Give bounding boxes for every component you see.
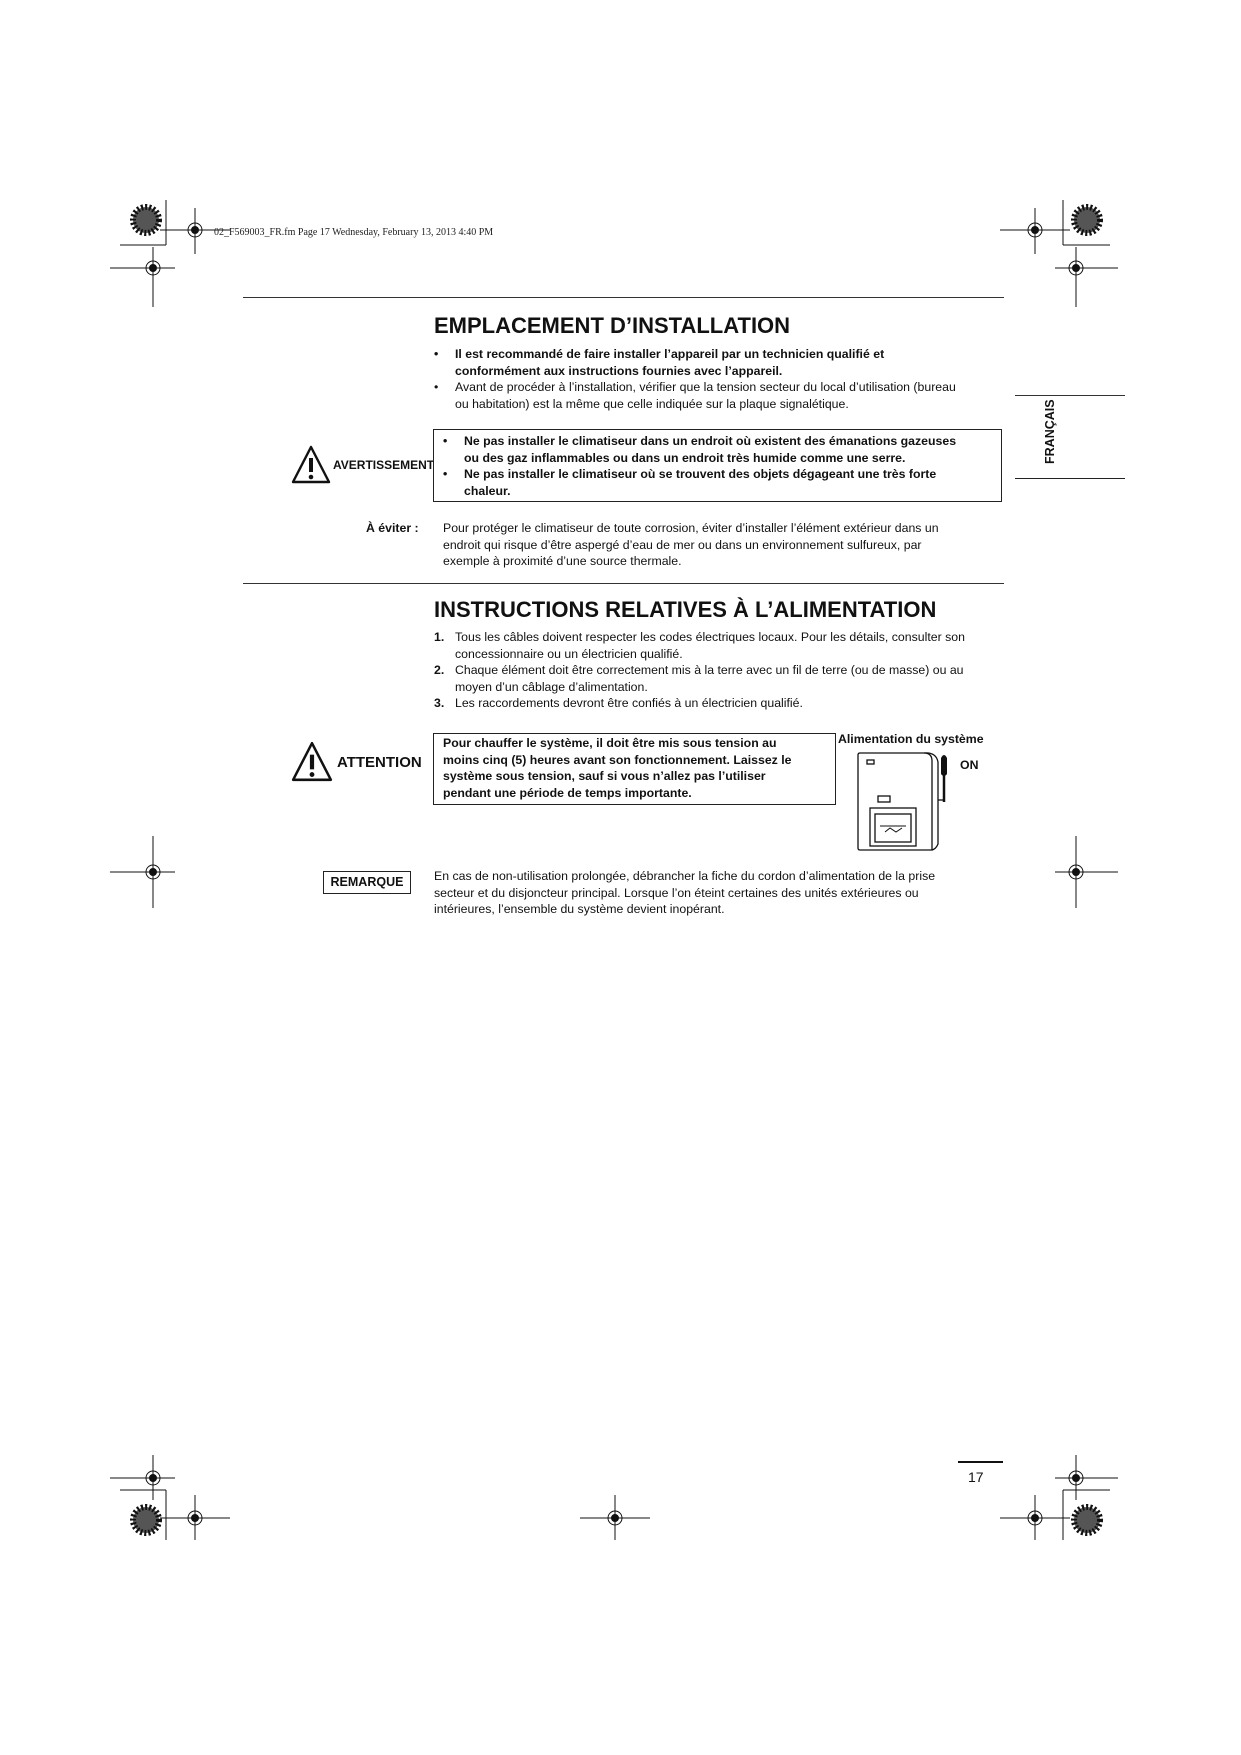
item-line: concessionnaire ou un électricien qualifié. [455,646,683,661]
note-badge: REMARQUE [323,871,411,894]
warning-line: Ne pas installer le climatiseur où se trouvent des objets dégageant une très forte [464,467,937,481]
page-number-rule [958,1461,1003,1463]
avoid-label: À éviter : [366,521,419,535]
warning-triangle-icon [290,444,332,486]
figure-title: Alimentation du système [838,732,984,746]
bullet: • [434,347,439,361]
bullet: • [443,434,448,448]
list-item [434,695,1004,712]
item-line: Avant de procéder à l’installation, vérifier que la tension secteur du local d’utilisation (bureau [455,380,956,394]
language-tab [1015,395,1125,479]
item-line: Les raccordements devront être confiés à un électricien qualifié. [455,696,803,710]
caution-callout [290,740,430,786]
bullet: • [443,467,448,481]
caution-line: moins cinq (5) heures avant son fonctionnement. Laissez le [443,752,792,767]
item-line: conformément aux instructions fournies avec l’appareil. [455,363,783,378]
language-tab-label: FRANÇAIS [1043,399,1057,464]
note-line: En cas de non-utilisation prolongée, débrancher la fiche du cordon d’alimentation de la prise [434,869,936,883]
item-line: moyen d’un câblage d’alimentation. [455,679,648,694]
warning-line: Ne pas installer le climatiseur dans un endroit où existent des émanations gazeuses [464,434,957,448]
item-number: 2. [434,663,445,677]
avoid-line: exemple à proximité d’une source thermale. [443,554,682,568]
warning-callout [290,442,435,487]
warning-line: chaleur. [464,483,511,498]
note-line: secteur et du disjoncteur principal. Lorsque l’on éteint certaines des unités extérieures ou [434,885,919,900]
section-divider [243,297,1004,298]
note-text [434,868,1004,918]
avoid-text [443,520,1003,570]
caution-line: Pour chauffer le système, il doit être mis sous tension au [443,736,777,750]
section-title-power: INSTRUCTIONS RELATIVES À L’ALIMENTATION [434,597,937,622]
bullet: • [434,380,439,394]
avoid-line: endroit qui risque d’être aspergé d’eau de mer ou dans un environnement sulfureux, par [443,537,922,552]
warning-line: ou des gaz inflammables ou dans un endroit très humide comme une serre. [464,450,906,465]
numbered-list [434,629,1004,712]
warning-box [433,429,1002,502]
list-item [434,662,1004,695]
note-line: intérieures, l’ensemble du système devient inopérant. [434,902,725,916]
section-divider [243,583,1004,584]
caution-line: système sous tension, sauf si vous n’allez pas l’utiliser [443,769,766,783]
item-line: Tous les câbles doivent respecter les codes électriques locaux. Pour les détails, consulter son [455,630,965,644]
section-title-installation: EMPLACEMENT D’INSTALLATION [434,313,791,338]
item-line: ou habitation) est la même que celle indiquée sur la plaque signalétique. [455,396,849,411]
caution-label: ATTENTION [337,754,422,771]
item-line: Chaque élément doit être correctement mis à la terre avec un fil de terre (ou de masse) ou au [455,663,964,677]
caution-box [433,733,836,805]
caution-line: pendant une période de temps importante. [443,785,692,800]
avoid-line: Pour protéger le climatiseur de toute corrosion, éviter d’installer l’élément extérieur dans un [443,521,939,535]
caution-triangle-icon [290,740,334,784]
power-switch-illustration [850,748,960,856]
file-info-header: 02_F569003_FR.fm Page 17 Wednesday, February 13, 2013 4:40 PM [214,227,494,238]
list-item [434,629,1004,662]
figure-on-label: ON [960,758,979,772]
warning-label: AVERTISSEMENT [333,458,435,472]
item-number: 1. [434,630,445,644]
page-number: 17 [968,1469,984,1485]
item-number: 3. [434,696,445,710]
item-line: Il est recommandé de faire installer l’appareil par un technicien qualifié et [455,347,885,361]
